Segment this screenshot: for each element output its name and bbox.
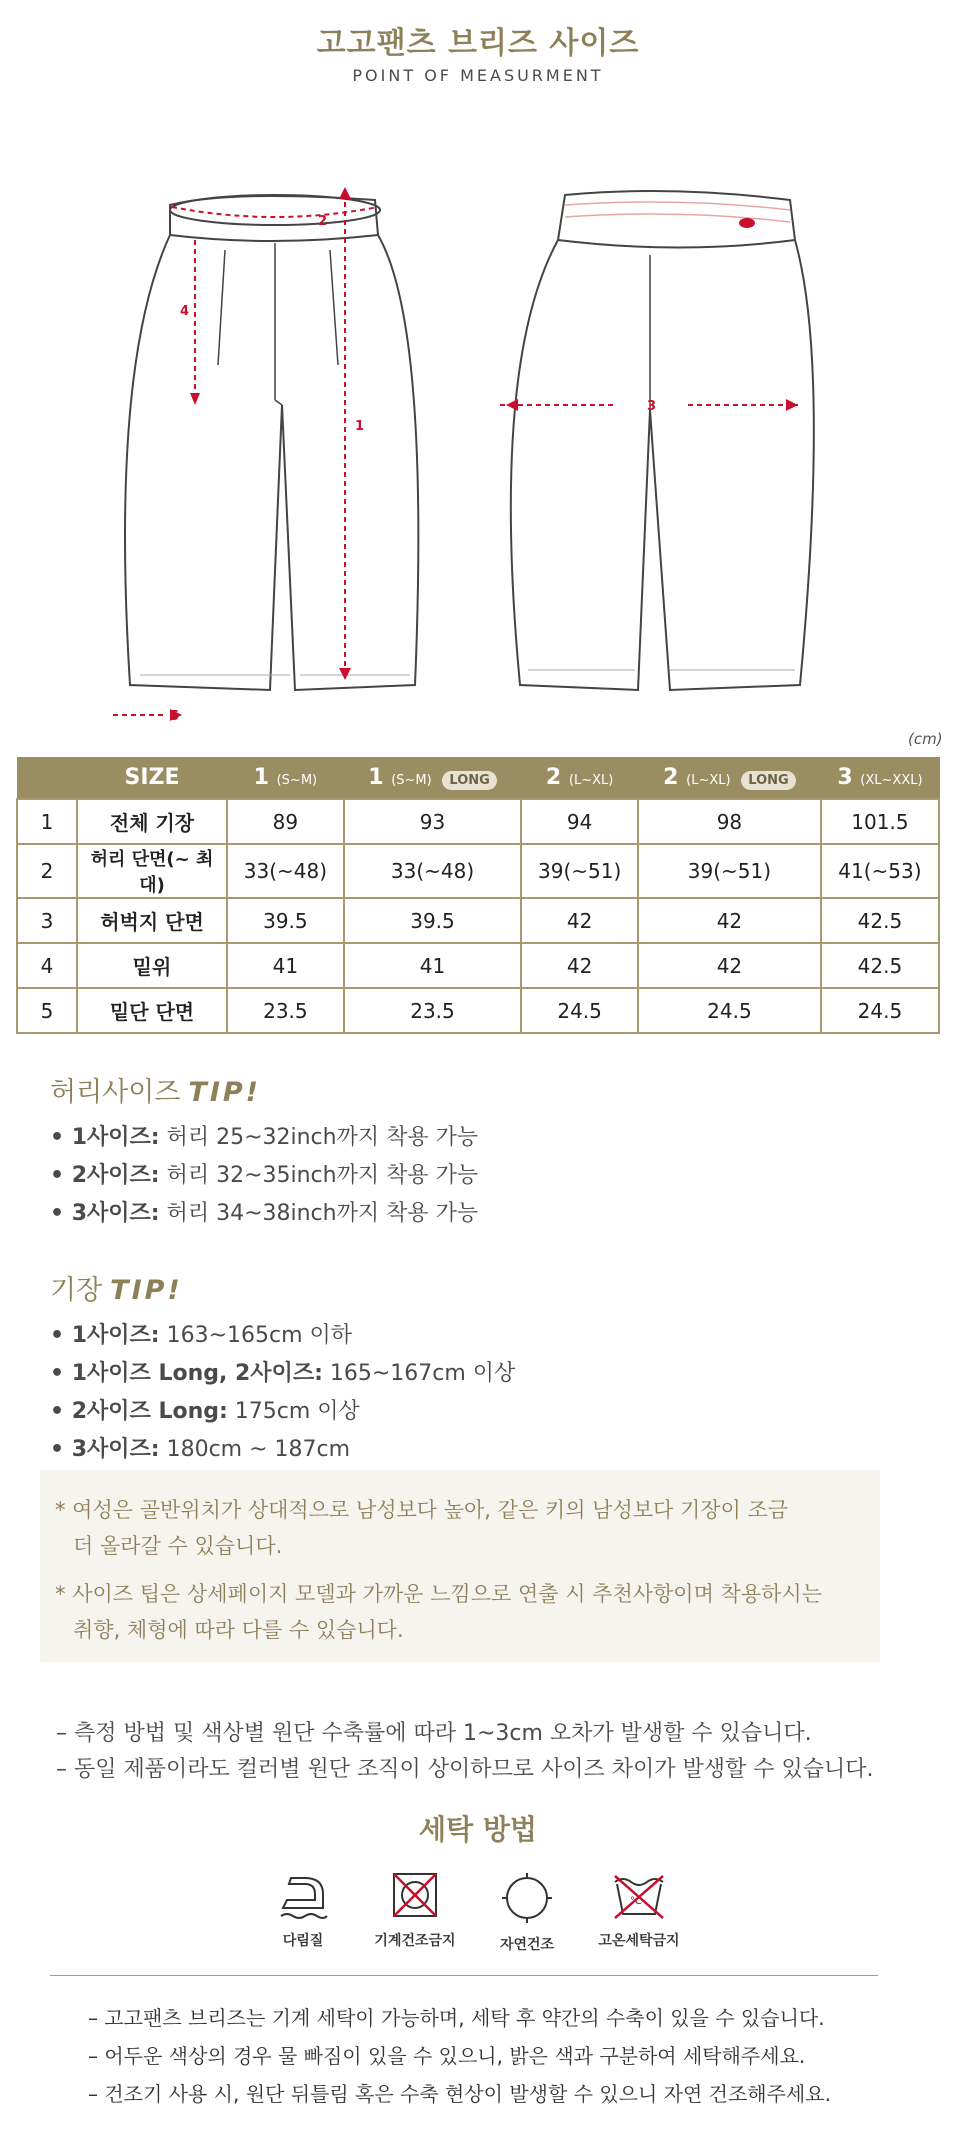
pants-measurement-diagram	[110, 165, 850, 725]
unit-label: (cm)	[908, 730, 943, 748]
label-1: 1	[355, 419, 365, 434]
tip-line: • 1사이즈: 163~165cm 이하	[50, 1323, 353, 1348]
tip-line: • 1사이즈: 허리 25~32inch까지 착용 가능	[50, 1125, 479, 1150]
svg-text:°C: °C	[630, 1896, 642, 1907]
care-line-1: – 고고팬츠 브리즈는 기계 세탁이 가능하며, 세탁 후 약간의 수축이 있을 수 있습니다.	[88, 2006, 825, 2030]
washing-icon-item: 자연건조	[472, 1872, 582, 1954]
care-line-2: – 어두운 색상의 경우 물 빠짐이 있을 수 있으니, 밝은 색과 구분하여 세탁해주세요.	[88, 2044, 806, 2068]
tip-line: • 3사이즈: 180cm ~ 187cm	[50, 1437, 351, 1462]
label-5: 5	[170, 709, 180, 724]
table-row: 4 밑위 41 41 42 42 42.5	[17, 943, 939, 988]
table-row: 5 밑단 단면 23.5 23.5 24.5 24.5 24.5	[17, 988, 939, 1033]
header-size-2: 2 (L~XL)	[521, 757, 638, 799]
washing-title: 세탁 방법	[419, 1813, 537, 1846]
tip-line: • 2사이즈 Long: 175cm 이상	[50, 1399, 360, 1424]
disclaimer-1: – 측정 방법 및 색상별 원단 수축률에 따라 1~3cm 오차가 발생할 수 있습니다.	[56, 1721, 812, 1746]
page-subtitle: POINT OF MEASURMENT	[352, 66, 604, 85]
tip-line: • 1사이즈 Long, 2사이즈: 165~167cm 이상	[50, 1361, 516, 1386]
waist-tip-heading: 허리사이즈 TIP!	[50, 1077, 261, 1108]
table-row: 3 허벅지 단면 39.5 39.5 42 42 42.5	[17, 898, 939, 943]
tip-line: • 2사이즈: 허리 32~35inch까지 착용 가능	[50, 1163, 479, 1188]
long-badge: LONG	[741, 771, 795, 790]
table-row: 1 전체 기장 89 93 94 98 101.5	[17, 799, 939, 844]
table-row: 2 허리 단면(~ 최대) 33(~48) 33(~48) 39(~51) 39(~51) 41(~53)	[17, 844, 939, 898]
size-table	[16, 757, 940, 1034]
length-tip-heading: 기장 TIP!	[50, 1275, 183, 1306]
care-line-3: – 건조기 사용 시, 원단 뒤틀림 혹은 수축 현상이 발생할 수 있으니 자연 건조해주세요.	[88, 2082, 831, 2106]
size-table-header	[17, 757, 939, 799]
label-3: 3	[647, 399, 657, 414]
header-size-3: 3 (XL~XXL)	[821, 757, 939, 799]
length-tip-section	[50, 1268, 515, 1469]
label-2: 2	[318, 214, 328, 229]
header-size-1-long: 1 (S~M) LONG	[344, 757, 521, 799]
long-badge: LONG	[442, 771, 496, 790]
header-size-2-long: 2 (L~XL) LONG	[638, 757, 821, 799]
back-pants-outline	[511, 191, 814, 690]
natural-dry-icon	[501, 1872, 553, 1924]
divider	[50, 1975, 878, 1976]
header-size: SIZE	[77, 757, 227, 799]
label-4: 4	[180, 304, 190, 319]
tip-line: • 3사이즈: 허리 34~38inch까지 착용 가능	[50, 1201, 479, 1226]
note-2: * 사이즈 팁은 상세페이지 모델과 가까운 느낌으로 연출 시 추천사항이며 착용하시는 취향, 체형에 따라 다를 수 있습니다.	[55, 1582, 822, 1642]
washing-icon-item: °C 고온세탁금지	[584, 1872, 694, 1950]
no-hot-wash-icon	[611, 1872, 667, 1920]
header-size-1: 1 (S~M)	[227, 757, 344, 799]
header-index	[17, 757, 77, 799]
page-title: 고고팬츠 브리즈 사이즈	[316, 26, 640, 61]
disclaimer-2: – 동일 제품이라도 컬러별 원단 조직이 상이하므로 사이즈 차이가 발생할 수 있습니다.	[56, 1757, 874, 1782]
iron-icon	[275, 1872, 331, 1920]
no-machine-dry-icon	[390, 1872, 440, 1920]
washing-icon-item: 기계건조금지	[360, 1872, 470, 1950]
waist-tip-section	[50, 1070, 478, 1233]
washing-icon-item: 다림질	[248, 1872, 358, 1950]
note-1: * 여성은 골반위치가 상대적으로 남성보다 높아, 같은 키의 남성보다 기장이 조금 더 올라갈 수 있습니다.	[55, 1498, 789, 1558]
front-pants-outline	[125, 196, 418, 690]
